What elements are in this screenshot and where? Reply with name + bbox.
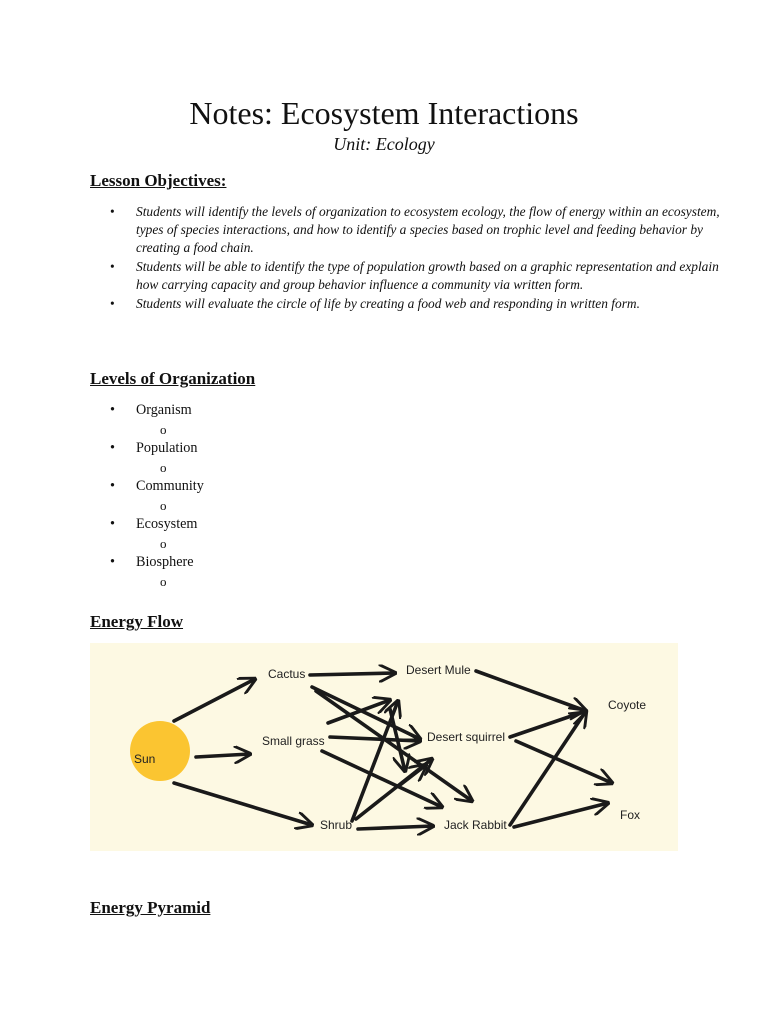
arrow-sun-shrub bbox=[174, 783, 312, 825]
level-label: Biosphere bbox=[136, 554, 194, 570]
node-small-grass: Small grass bbox=[262, 734, 325, 748]
arrow-shrub-jack-rabbit bbox=[358, 826, 433, 829]
level-label: Population bbox=[136, 440, 198, 456]
objectives-heading: Lesson Objectives: bbox=[90, 171, 227, 190]
node-fox: Fox bbox=[620, 808, 641, 822]
node-desert-squirrel: Desert squirrel bbox=[427, 730, 506, 744]
sub-bullet: o bbox=[160, 574, 167, 589]
levels-heading: Levels of Organization bbox=[90, 369, 256, 388]
list-item: • Students will identify the levels of organization to ecosystem ecology, the flow of energy within an ecosystem, types of species interactions, and how to identify a species based on trophic level and feeding behavior by creating a food chain. bbox=[136, 203, 736, 257]
energy-flow-heading: Energy Flow bbox=[90, 612, 184, 631]
list-item: • Students will evaluate the circle of life by creating a food web and responding in written form. bbox=[136, 295, 736, 313]
node-shrub: Shrub bbox=[320, 818, 353, 832]
arrow-desert-squirrel-fox bbox=[516, 741, 612, 783]
arrow-jack-rabbit-fox bbox=[514, 803, 608, 827]
objectives-list bbox=[90, 203, 736, 314]
sub-bullet: o bbox=[160, 460, 167, 475]
arrow-desert-squirrel-coyote bbox=[510, 711, 586, 737]
list-item bbox=[136, 401, 536, 439]
page-title: Notes: Ecosystem Interactions bbox=[189, 95, 579, 131]
arrow-small-grass-desert-squirrel bbox=[330, 737, 420, 741]
sub-bullet: o bbox=[160, 536, 167, 551]
list-item: • Students will be able to identify the type of population growth based on a graphic representation and explain how carrying capacity and group behavior influence a community via written form. bbox=[136, 258, 736, 294]
food-web-diagram bbox=[90, 643, 678, 851]
level-label: Ecosystem bbox=[136, 516, 198, 532]
arrow-desert-mule-coyote bbox=[476, 671, 586, 711]
food-web-arrows bbox=[174, 671, 612, 829]
levels-list bbox=[90, 401, 536, 591]
sub-bullet: o bbox=[160, 498, 167, 513]
sun-shape bbox=[130, 721, 190, 781]
level-label: Community bbox=[136, 478, 204, 494]
list-item bbox=[136, 553, 536, 591]
node-cactus: Cactus bbox=[268, 667, 306, 681]
arrow-sun-cactus bbox=[174, 679, 255, 721]
node-sun: Sun bbox=[134, 752, 156, 766]
node-jack-rabbit: Jack Rabbit bbox=[444, 818, 507, 832]
node-desert-mule: Desert Mule bbox=[406, 663, 471, 677]
arrow-cactus-desert-squirrel bbox=[312, 687, 420, 739]
page-subtitle: Unit: Ecology bbox=[333, 134, 435, 154]
level-label: Organism bbox=[136, 402, 192, 418]
energy-pyramid-heading: Energy Pyramid bbox=[90, 898, 211, 917]
list-item bbox=[136, 515, 536, 553]
food-web-svg bbox=[90, 643, 678, 851]
sub-bullet: o bbox=[160, 422, 167, 437]
list-item bbox=[136, 439, 536, 477]
node-coyote: Coyote bbox=[608, 698, 647, 712]
list-item bbox=[136, 477, 536, 515]
arrow-cactus-desert-mule bbox=[310, 673, 395, 675]
arrow-sun-small-grass bbox=[196, 754, 250, 757]
